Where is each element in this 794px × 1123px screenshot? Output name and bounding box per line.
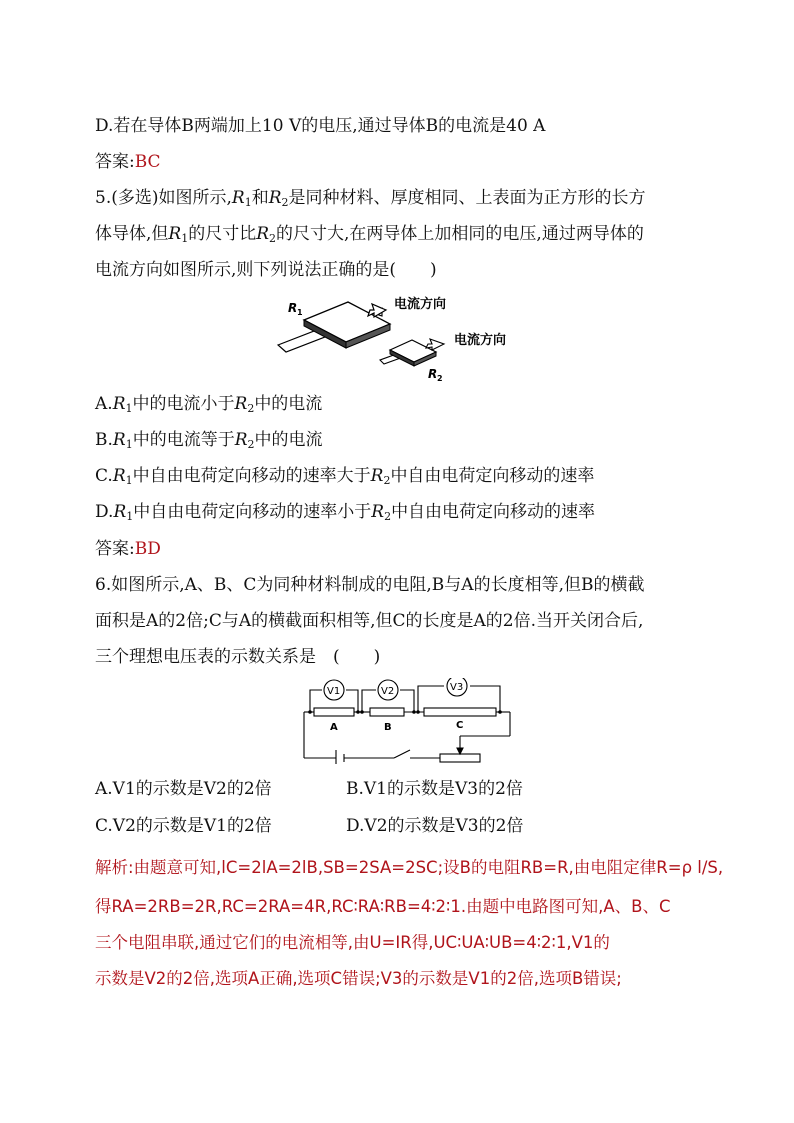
- text: 中的电流: [254, 430, 323, 450]
- res-a-label: A: [330, 722, 338, 733]
- r1-sub: 1: [297, 308, 303, 317]
- text: 中的电流小于: [132, 394, 235, 414]
- text: 中自由电荷定向移动的速率: [390, 466, 595, 486]
- conductors-figure: [270, 290, 530, 382]
- text: C.V2的示数是V1的2倍: [95, 816, 272, 836]
- text: 中的电流: [254, 394, 323, 414]
- text: 中的电流等于: [132, 430, 235, 450]
- r1-label: R: [288, 301, 298, 315]
- q6-option-a: [95, 777, 272, 801]
- text: 体导体,但: [95, 224, 169, 244]
- q5-stem-line2: 体导体,但$R_1$的尺寸比$R_2$的尺寸大,在两导体上加相同的电压,通过两导体的: [95, 224, 644, 245]
- text: 的尺寸大,在两导体上加相同的电压,通过两导体的: [276, 224, 644, 244]
- q4-answer: [95, 150, 161, 174]
- text: 示数是V2的2倍,选项A正确,选项C错误;V3的示数是V1的2倍,选项B错误;: [95, 969, 622, 988]
- res-b-label: B: [384, 722, 392, 733]
- answer-value: BC: [134, 152, 161, 172]
- text: B.: [95, 430, 113, 450]
- q5-option-c: $C.R_1$中自由电荷定向移动的速率大于$R_2$中自由电荷定向移动的速率: [95, 466, 595, 487]
- resistor-a: [314, 708, 354, 716]
- q6-stem-line1: [95, 573, 644, 597]
- answer-label: 答案:: [95, 152, 135, 172]
- q6-stem-line2: [95, 609, 643, 633]
- text: B.V1的示数是V3的2倍: [346, 779, 523, 799]
- text: 解析:由题意可知,lC=2lA=2lB,SB=2SA=2SC;设B的电阻RB=R,由电阻定律R=ρ l/S,: [95, 858, 724, 877]
- text: C.: [95, 466, 113, 486]
- text: 三个理想电压表的示数关系是 ( ): [95, 647, 381, 667]
- text: 得RA=2RB=2R,RC=2RA=4R,RC∶RA∶RB=4∶2∶1.由题中电路图可知,A、B、C: [95, 897, 671, 916]
- q6-option-c: [95, 814, 272, 838]
- text: 三个电阻串联,通过它们的电流相等,由U=IR得,UC∶UA∶UB=4∶2∶1,V1的: [95, 933, 610, 952]
- circuit-figure: [300, 678, 520, 764]
- v3-label: V3: [450, 682, 464, 693]
- text: 和: [251, 188, 269, 208]
- q5-answer: [95, 537, 161, 561]
- answer-label: 答案:: [95, 539, 135, 559]
- q5-option-d: $D.R_1$中自由电荷定向移动的速率小于$R_2$中自由电荷定向移动的速率: [95, 502, 596, 523]
- v1-label: V1: [327, 686, 341, 697]
- text: 电流方向如图所示,则下列说法正确的是( ): [95, 260, 437, 280]
- q6-option-b: [346, 777, 523, 801]
- text: 的尺寸比: [188, 224, 257, 244]
- q5-option-a: $A.R_1$中的电流小于$R_2$中的电流: [95, 394, 323, 415]
- text: A.V1的示数是V2的2倍: [95, 779, 272, 799]
- text: 面积是A的2倍;C与A的横截面积相等,但C的长度是A的2倍.当开关闭合后,: [95, 611, 644, 631]
- q6-solution-line4: [95, 967, 622, 991]
- q5-stem-line1: 5.(多选)如图所示$,R_1$和$R_2$是同种材料、厚度相同、上表面为正方形的长方: [95, 188, 646, 209]
- current-direction-label-1: 电流方向: [394, 297, 447, 312]
- text: D.: [95, 502, 114, 522]
- current-arrow-1: [368, 304, 386, 317]
- r2-sub: 2: [437, 374, 443, 382]
- r2-label: R: [428, 367, 438, 381]
- q6-option-d: [346, 814, 523, 838]
- q4-option-d-text: D.若在导体B两端加上10 V的电压,通过导体B的电流是40 A: [95, 116, 546, 136]
- text: 5.(多选)如图所示,: [95, 188, 232, 208]
- answer-value: BD: [134, 539, 161, 559]
- text: 是同种材料、厚度相同、上表面为正方形的长方: [288, 188, 646, 208]
- resistor-c: [424, 708, 496, 716]
- q6-solution-line2: [95, 895, 670, 919]
- q5-option-b: $B.R_1$中的电流等于$R_2$中的电流: [95, 430, 323, 451]
- q4-option-d: [95, 114, 545, 138]
- text: D.V2的示数是V3的2倍: [346, 816, 524, 836]
- q6-stem-line3: [95, 645, 380, 669]
- current-direction-label-2: 电流方向: [454, 333, 507, 348]
- resistor-b: [370, 708, 404, 716]
- text: 6.如图所示,A、B、C为同种材料制成的电阻,B与A的长度相等,但B的横截: [95, 575, 645, 595]
- text: A.: [95, 394, 113, 414]
- q6-solution-line1: [95, 856, 723, 880]
- res-c-label: C: [456, 720, 464, 731]
- v2-label: V2: [381, 686, 395, 697]
- text: 中自由电荷定向移动的速率小于: [133, 502, 372, 522]
- q6-solution-line3: [95, 931, 610, 955]
- text: 中自由电荷定向移动的速率: [391, 502, 596, 522]
- text: 中自由电荷定向移动的速率大于: [132, 466, 371, 486]
- q5-stem-line3: [95, 258, 437, 282]
